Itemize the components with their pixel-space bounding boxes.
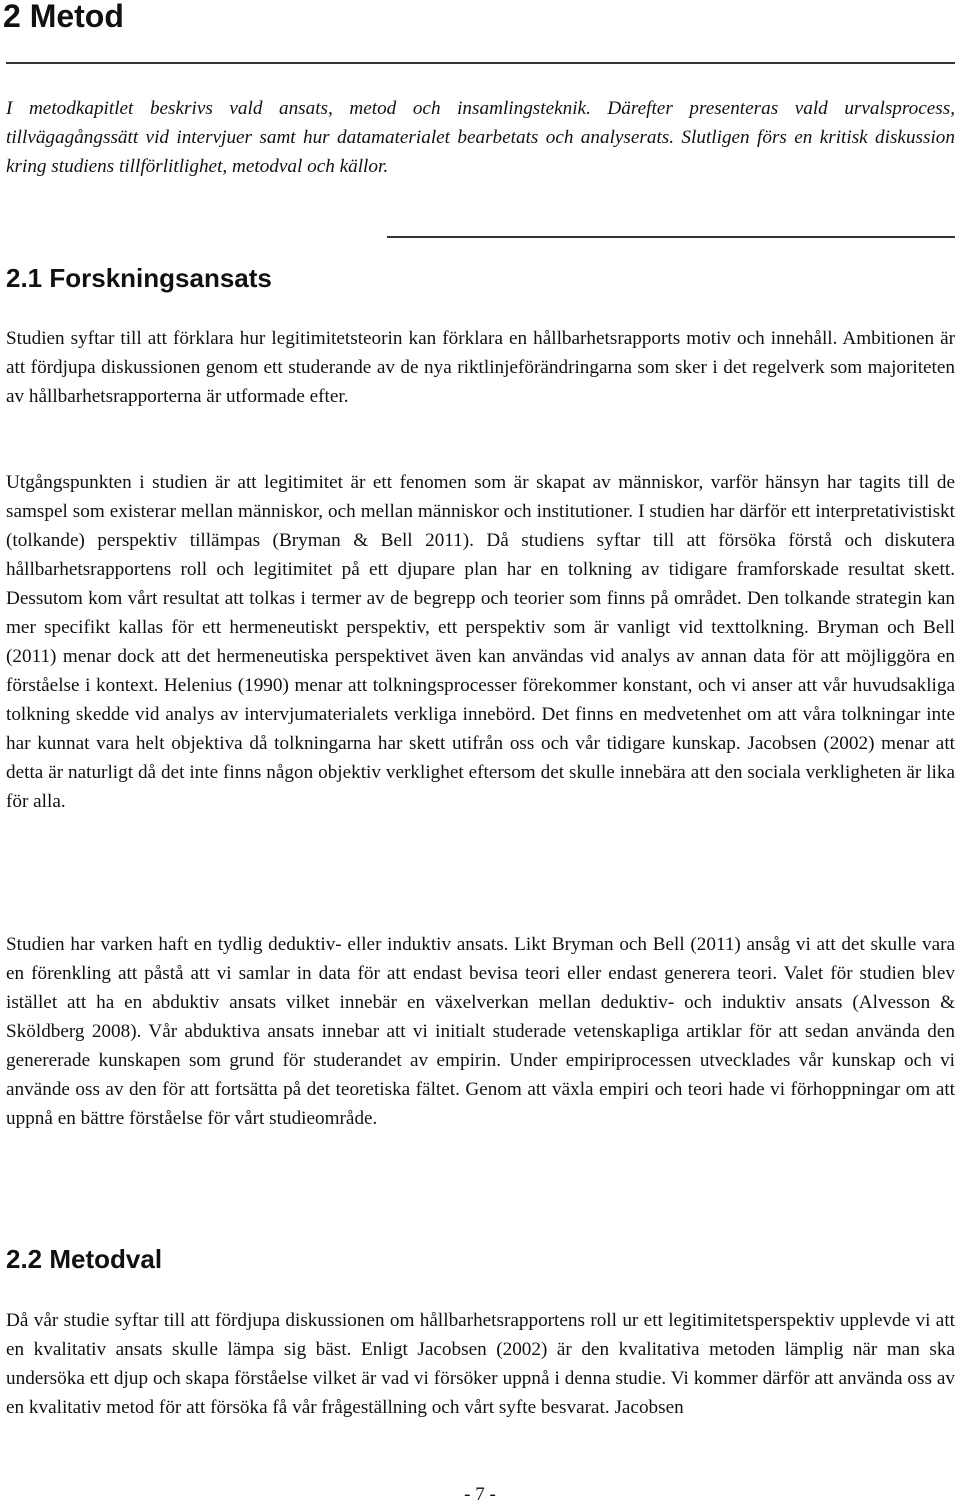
chapter-intro: I metodkapitlet beskrivs vald ansats, metod och insamlingsteknik. Därefter presenteras vald urvalsprocess, tillvägagångssätt vid intervjuer samt hur datamaterialet bearbetats och analyserats. Slutligen förs en kritisk diskussion kring studiens tillförlitlighet, metodval och källor. [6,98,955,177]
paragraph: Studien har varken haft en tydlig deduktiv- eller induktiv ansats. Likt Bryman och Bell (2011) ansåg vi att det skulle vara en förenkling att påstå att vi samlar in data för att endast bevisa teori eller endast generera teori. Valet för studien blev istället att ha en abduktiv ansats vilket innebär en växelverkan mellan deduktiv- och induktiv ansats (Alvesson & Sköldberg 2008). Vår abduktiva ansats innebar att vi initialt studerade vetenskapliga artiklar för att sedan använda den genererade kunskapen som grund för studerandet av empirin. Under empiriprocessen utvecklades vår kunskap och vi använde oss av den för att fortsätta på det teoretiska fältet. Genom att växla empiri och teori hade vi förhoppningar om att uppnå en bättre förståelse för vårt studieområde. [6,934,955,1129]
chapter-divider [6,62,955,64]
paragraph: Då vår studie syftar till att fördjupa diskussionen om hållbarhetsrapportens roll ur ett legitimitetsperspektiv upplevde vi att en kvalitativ ansats skulle lämpa sig bäst. Enligt Jacobsen (2002) är den kvalitativa metoden lämplig när man ska undersöka ett djup och skapa förståelse vilket är vad vi försöker uppnå i denna studie. Vi kommer därför att använda oss av en kvalitativ metod för att försöka få vår frågeställning och vårt syfte besvarat. Jacobsen [6,1310,955,1418]
paragraph: Studien syftar till att förklara hur legitimitetsteorin kan förklara en hållbarhetsrapports motiv och innehåll. Ambitionen är att fördjupa diskussionen genom ett studerande av de nya riktlinjeförändringarna som sker i det regelverk som majoriteten av hållbarhetsrapporterna är utformade efter. [6,328,955,407]
paragraph: Utgångspunkten i studien är att legitimitet är ett fenomen som är skapat av människor, varför hänsyn har tagits till de samspel som existerar mellan människor, och mellan människor och institutioner. I studien har därför ett interpretativistiskt (tolkande) perspektiv tillämpas (Bryman & Bell 2011). Då studiens syftar till att försöka förstå och diskutera hållbarhetsrapportens roll och legitimitet på ett djupare plan har en tolkning av tidigare framforskade resultat skett. Dessutom kom vårt resultat att tolkas i termer av de begrepp och teorier som finns på området. Den tolkande strategin kan mer specifikt kallas för ett hermeneutiskt perspektiv, ett perspektiv som är vanligt vid texttolkning. Bryman och Bell (2011) menar dock att det hermeneutiska perspektivet även kan användas vid analys av annan data för att möjliggöra en förståelse i kontext. Helenius (1990) menar att tolkningsprocesser förekommer konstant, och vi anser att vår huvudsakliga tolkning skedde vid analys av intervjumaterialets verkliga innebörd. Det finns en medvetenhet om att våra tolkningar inte har kunnat vara helt objektiva då tolkningarna har skett utifrån oss och vår tidigare kunskap. Jacobsen (2002) menar att detta är naturligt då det inte finns någon objektiv verklighet eftersom det skulle innebära att den sociala verkligheten är lika för alla. [6,472,955,812]
section-heading-metodval: 2.2 Metodval [6,1244,163,1274]
section-heading-forskningsansats: 2.1 Forskningsansats [6,263,272,293]
chapter-title: 2 Metod [3,0,124,34]
page-number: - 7 - [464,1484,496,1505]
intro-divider [387,236,955,238]
